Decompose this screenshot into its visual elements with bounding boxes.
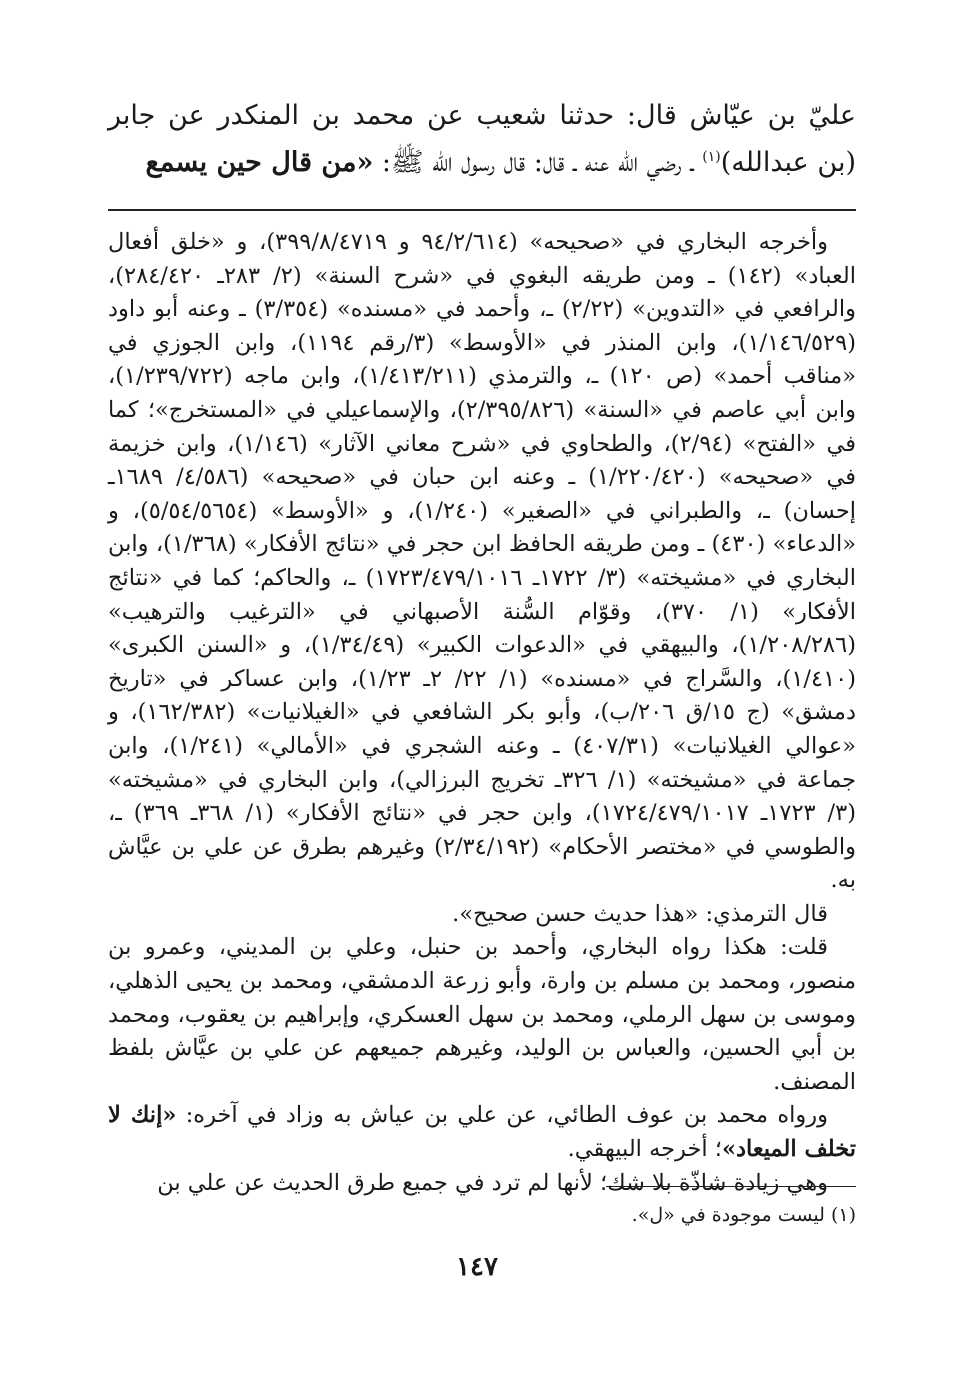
footnote-rule <box>606 1186 856 1187</box>
footnote-marker: (١) <box>830 1204 856 1226</box>
hadith-quote: «من قال حين يسمع <box>145 147 374 178</box>
section-divider <box>108 209 856 211</box>
narrators-paragraph: قلت: هكذا رواه البخاري، وأحمد بن حنبل، وعلي بن المديني، وعمرو بن منصور، ومحمد بن مسلم بن وارة، وأبو زرعة الدمشقي، ومحمد بن يحيى الذهلي، وموسى بن سهل الرملي، ومحمد بن سهل العسكري، وإبراهيم بن يعقوب، ومحمد بن أبي الحسين، والعباس بن الوليد، وغيرهم جميعهم عن علي بن عيَّاش بلفظ المصنف. <box>108 934 856 1095</box>
footnote-text: ليست موجودة في «ل». <box>631 1204 825 1226</box>
main-text-line-1: عليّ بن عيّاش قال: حدثنا شعيب عن محمد بن المنكدر عن جابر (بن <box>108 100 856 178</box>
addition-text-end: ؛ أخرجه البيهقي. <box>567 1136 722 1163</box>
commentary-text <box>108 226 856 1200</box>
footnote <box>108 1200 856 1230</box>
addition-paragraph <box>108 1099 856 1166</box>
footnote-reference: (١) <box>702 149 721 165</box>
takhrij-paragraph: وأخرجه البخاري في «صحيحه» (٩٤/٢/٦١٤ و ٣٩٩/٨/٤٧١٩)، و «خلق أفعال العباد» (١٤٢) ـ ومن طريقه البغوي في «شرح السنة» (٢/ ٢٨٣ـ ٢٨٤/٤٢٠)، والرافعي في «التدوين» (٢/٢٢) ـ، وأحمد في «مسنده» (٣/٣٥٤) ـ وعنه أبو داود (١/١٤٦/٥٢٩)، وابن المنذر في «الأوسط» (٣/رقم ١١٩٤)، وابن الجوزي في «مناقب أحمد» (ص ١٢٠) ـ، والترمذي (١/٤١٣/٢١١)، وابن ماجه (١/٢٣٩/٧٢٢)، وابن أبي عاصم في «السنة» (٢/٣٩٥/٨٢٦)، والإسماعيلي في «المستخرج»؛ كما في «الفتح» (٢/٩٤)، والطحاوي في «شرح معاني الآثار» (١/١٤٦)، وابن خزيمة في «صحيحه» (١/٢٢٠/٤٢٠) ـ وعنه ابن حبان في «صحيحه» (٤/٥٨٦/ ١٦٨٩ـ إحسان) ـ، والطبراني في «الصغير» (١/٢٤٠)، و «الأوسط» (٥/٥٤/٥٦٥٤)، و «الدعاء» (٤٣٠) ـ ومن طريقه الحافظ ابن حجر في «نتائج الأفكار» (١/٣٦٨)، وابن البخاري في «مشيخته» (٣/ ١٧٢٢ـ ١٧٢٣/٤٧٩/١٠١٦) ـ، والحاكم؛ كما في «نتائج الأفكار» (١/ ٣٧٠)، وقوّام السُّنة الأصبهاني في «الترغيب والترهيب» (١/٢٠٨/٢٨٦)، والبيهقي في «الدعوات الكبير» (١/٣٤/٤٩)، و «السنن الكبرى» (١/٤١٠)، والسَّراج في «مسنده» (١/ ٢٢/ ٢ـ ١/٢٣)، وابن عساكر في «تاريخ دمشق» (ج ١٥/ق ٢٠٦/ب)، وأبو بكر الشافعي في «الغيلانيات» (١٦٢/٣٨٢)، و «عوالي الغيلانيات» (٤٠٧/٣١) ـ وعنه الشجري في «الأمالي» (١/٢٤١)، وابن جماعة في «مشيخته» (١/ ٣٢٦ـ تخريج البرزالي)، وابن البخاري في «مشيخته» (٣/ ١٧٢٣ـ ١٧٢٤/٤٧٩/١٠١٧)، وابن حجر في «نتائج الأفكار» (١/ ٣٦٨ـ ٣٦٩) ـ، والطوسي في «مختصر الأحكام» (٢/٣٤/١٩٢) وغيرهم بطرق عن علي بن عيَّاش به. <box>108 229 857 894</box>
main-text <box>108 92 856 186</box>
shadh-paragraph: وهي زيادة شاذّة بلا شك؛ لأنها لم ترد في جميع طرق الحديث عن علي بن <box>157 1169 828 1196</box>
main-text-line-2-start: عبدالله) <box>720 147 809 178</box>
addition-text-start: ورواه محمد بن عوف الطائي، عن علي بن عياش به وزاد في آخره: <box>176 1102 828 1129</box>
tirmidhi-verdict-paragraph: قال الترمذي: «هذا حديث حسن صحيح». <box>452 900 828 927</box>
addition-quote: «إنك لا تخلف الميعاد» <box>108 1102 856 1163</box>
page-number: ١٤٧ <box>456 1252 498 1282</box>
main-text-line-2-mid: ـ رضي الله عنه ـ قال: قال رسول الله ﷺ: <box>373 147 703 178</box>
